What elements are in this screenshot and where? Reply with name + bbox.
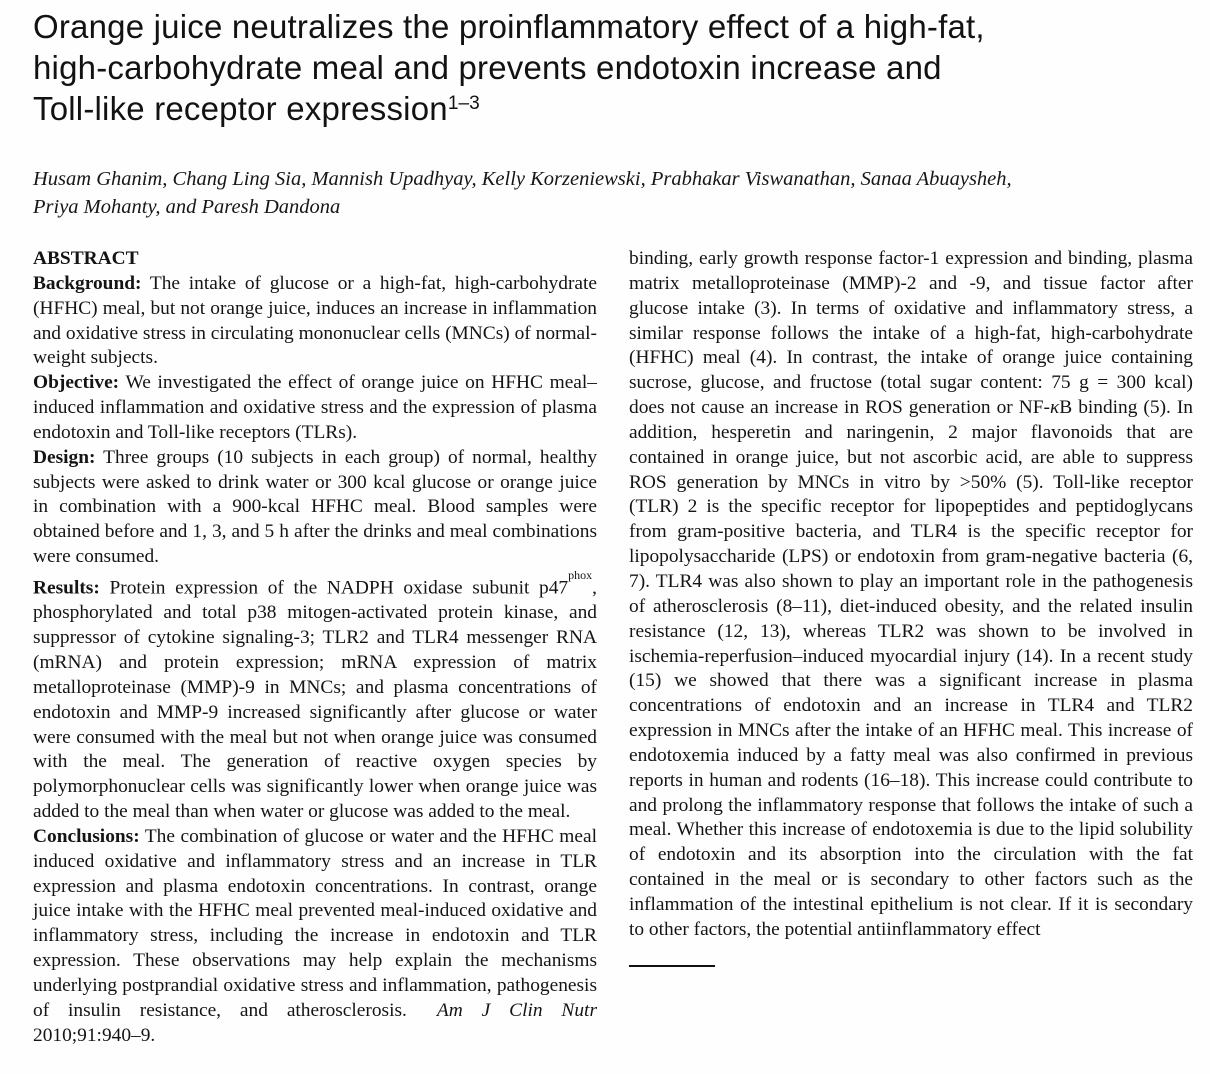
abstract-section-design xyxy=(33,446,597,570)
abstract-section-objective xyxy=(33,371,597,446)
section-label-design: Design: xyxy=(33,446,96,468)
section-label-objective: Objective: xyxy=(33,372,120,394)
introduction-paragraph xyxy=(629,247,1193,943)
section-text-objective: We investigated the effect of orange juice on HFHC meal–induced inflammation and oxidative stress and the expression of plasma endotoxin and Toll-like receptors (TLRs). xyxy=(33,372,597,443)
author-line-1: Husam Ghanim, Chang Ling Sia, Mannish Upadhyay, Kelly Korzeniewski, Prabhakar Viswanathan, Sanaa Abuaysheh, xyxy=(33,168,1012,190)
abstract-section-results xyxy=(33,570,597,825)
phox-superscript: phox xyxy=(568,568,593,583)
author-line-2: Priya Mohanty, and Paresh Dandona xyxy=(33,196,341,218)
intro-text-before-kappa: binding, early growth response factor-1 expression and binding, plasma matrix metalloproteinase (MMP)-2 and -9, and tissue factor after glucose intake (3). In terms of oxidative and inflammatory stress, a similar response follows the intake of a high-fat, high-carbohydrate (HFHC) meal (4). In contrast, the intake of orange juice containing sucrose, glucose, and fructose (total sugar content: 75 g = 300 kcal) does not cause an increase in ROS generation or NF- xyxy=(629,248,1193,419)
section-text-background: The intake of glucose or a high-fat, high-carbohydrate (HFHC) meal, but not orange juice, induces an increase in inflammation and oxidative stress in circulating mononuclear cells (MNCs) of normal-weight subjects. xyxy=(33,272,598,369)
abstract-section-conclusions xyxy=(33,825,597,1049)
section-label-conclusions: Conclusions: xyxy=(33,825,140,847)
title-footnote-superscript: 1–3 xyxy=(447,93,480,115)
title-line-2: high-carbohydrate meal and prevents endotoxin increase and xyxy=(33,49,942,86)
section-text-conclusions: The combination of glucose or water and the HFHC meal induced oxidative and inflammatory stress and an increase in TLR expression and plasma endotoxin concentrations. In contrast, orange juice intake with the HFHC meal prevented meal-induced oxidative and inflammatory stress, including the increase in endotoxin and TLR expression. These observations may help explain the mechanisms underlying postprandial oxidative stress and inflammation, pathogenesis of insulin resistance, and atherosclerosis. xyxy=(33,825,597,1021)
section-text-results-pre: Protein expression of the NADPH oxidase subunit p47 xyxy=(109,577,569,599)
introduction-column xyxy=(629,247,1193,1048)
two-column-body xyxy=(33,247,1193,1048)
title-line-3-text: Toll-like receptor expression xyxy=(33,90,448,127)
title-line-1: Orange juice neutralizes the proinflammatory effect of a high-fat, xyxy=(33,8,985,45)
abstract-section-background xyxy=(33,272,597,371)
footnote-rule xyxy=(629,965,715,967)
article-title xyxy=(33,6,1193,135)
abstract-heading: ABSTRACT xyxy=(33,248,139,269)
nf-kappa-glyph: κ xyxy=(1049,397,1060,419)
journal-citation-name: Am J Clin Nutr xyxy=(436,999,597,1021)
section-label-results: Results: xyxy=(33,577,100,599)
intro-text-after-kappa: B binding (5). In addition, hesperetin and naringenin, 2 major flavonoids that are contained in orange juice, but not ascorbic acid, are able to suppress ROS generation by MNCs in vitro by >50% (5). Toll-like receptor (TLR) 2 is the specific receptor for lipopeptides and peptidoglycans from gram-positive bacteria, and TLR4 is the specific receptor for lipopolysaccharide (LPS) or endotoxin from gram-negative bacteria (6, 7). TLR4 was also shown to play an important role in the pathogenesis of atherosclerosis (8–11), diet-induced obesity, and the related insulin resistance (12, 13), whereas TLR2 was shown to be involved in ischemia-reperfusion–induced myocardial injury (14). In a recent study (15) we showed that there was a significant increase in plasma concentrations of endotoxin and an increase in TLR4 and TLR2 expression in MNCs after the intake of an HFHC meal. This increase of endotoxemia induced by a fatty meal was also confirmed in previous reports in human and rodents (16–18). This increase could contribute to and prolong the inflammatory response that follows the intake of such a meal. Whether this increase of endotoxemia is due to the lipid solubility of endotoxin and its absorption into the circulation with the fat contained in the meal or is secondary to other factors such as the inflammation of the intestinal epithelium is not clear. If it is secondary to other factors, the potential antiinflammatory effect xyxy=(629,397,1194,940)
section-text-design: Three groups (10 subjects in each group) of normal, healthy subjects were asked to drink water or 300 kcal glucose or orange juice in combination with a 900-kcal HFHC meal. Blood samples were obtained before and 1, 3, and 5 h after the drinks and meal combinations were consumed. xyxy=(33,446,598,568)
author-list xyxy=(33,165,1193,221)
abstract-column xyxy=(33,247,597,1048)
section-text-results-post: , phosphorylated and total p38 mitogen-activated protein kinase, and suppressor of cytokine signaling-3; TLR2 and TLR4 messenger RNA (mRNA) and protein expression; mRNA expression of matrix metalloproteinase (MMP)-9 in MNCs; and plasma concentrations of endotoxin and MMP-9 increased significantly after glucose or water were consumed with the meal but not when orange juice was consumed with the meal. The generation of reactive oxygen species by polymorphonuclear cells was significantly lower when orange juice was added to the meal than when water or glucose was added to the meal. xyxy=(33,577,597,823)
section-label-background: Background: xyxy=(33,272,142,294)
journal-citation-volume: 2010;91:940–9. xyxy=(33,1024,156,1046)
title-line-3 xyxy=(33,88,1193,135)
